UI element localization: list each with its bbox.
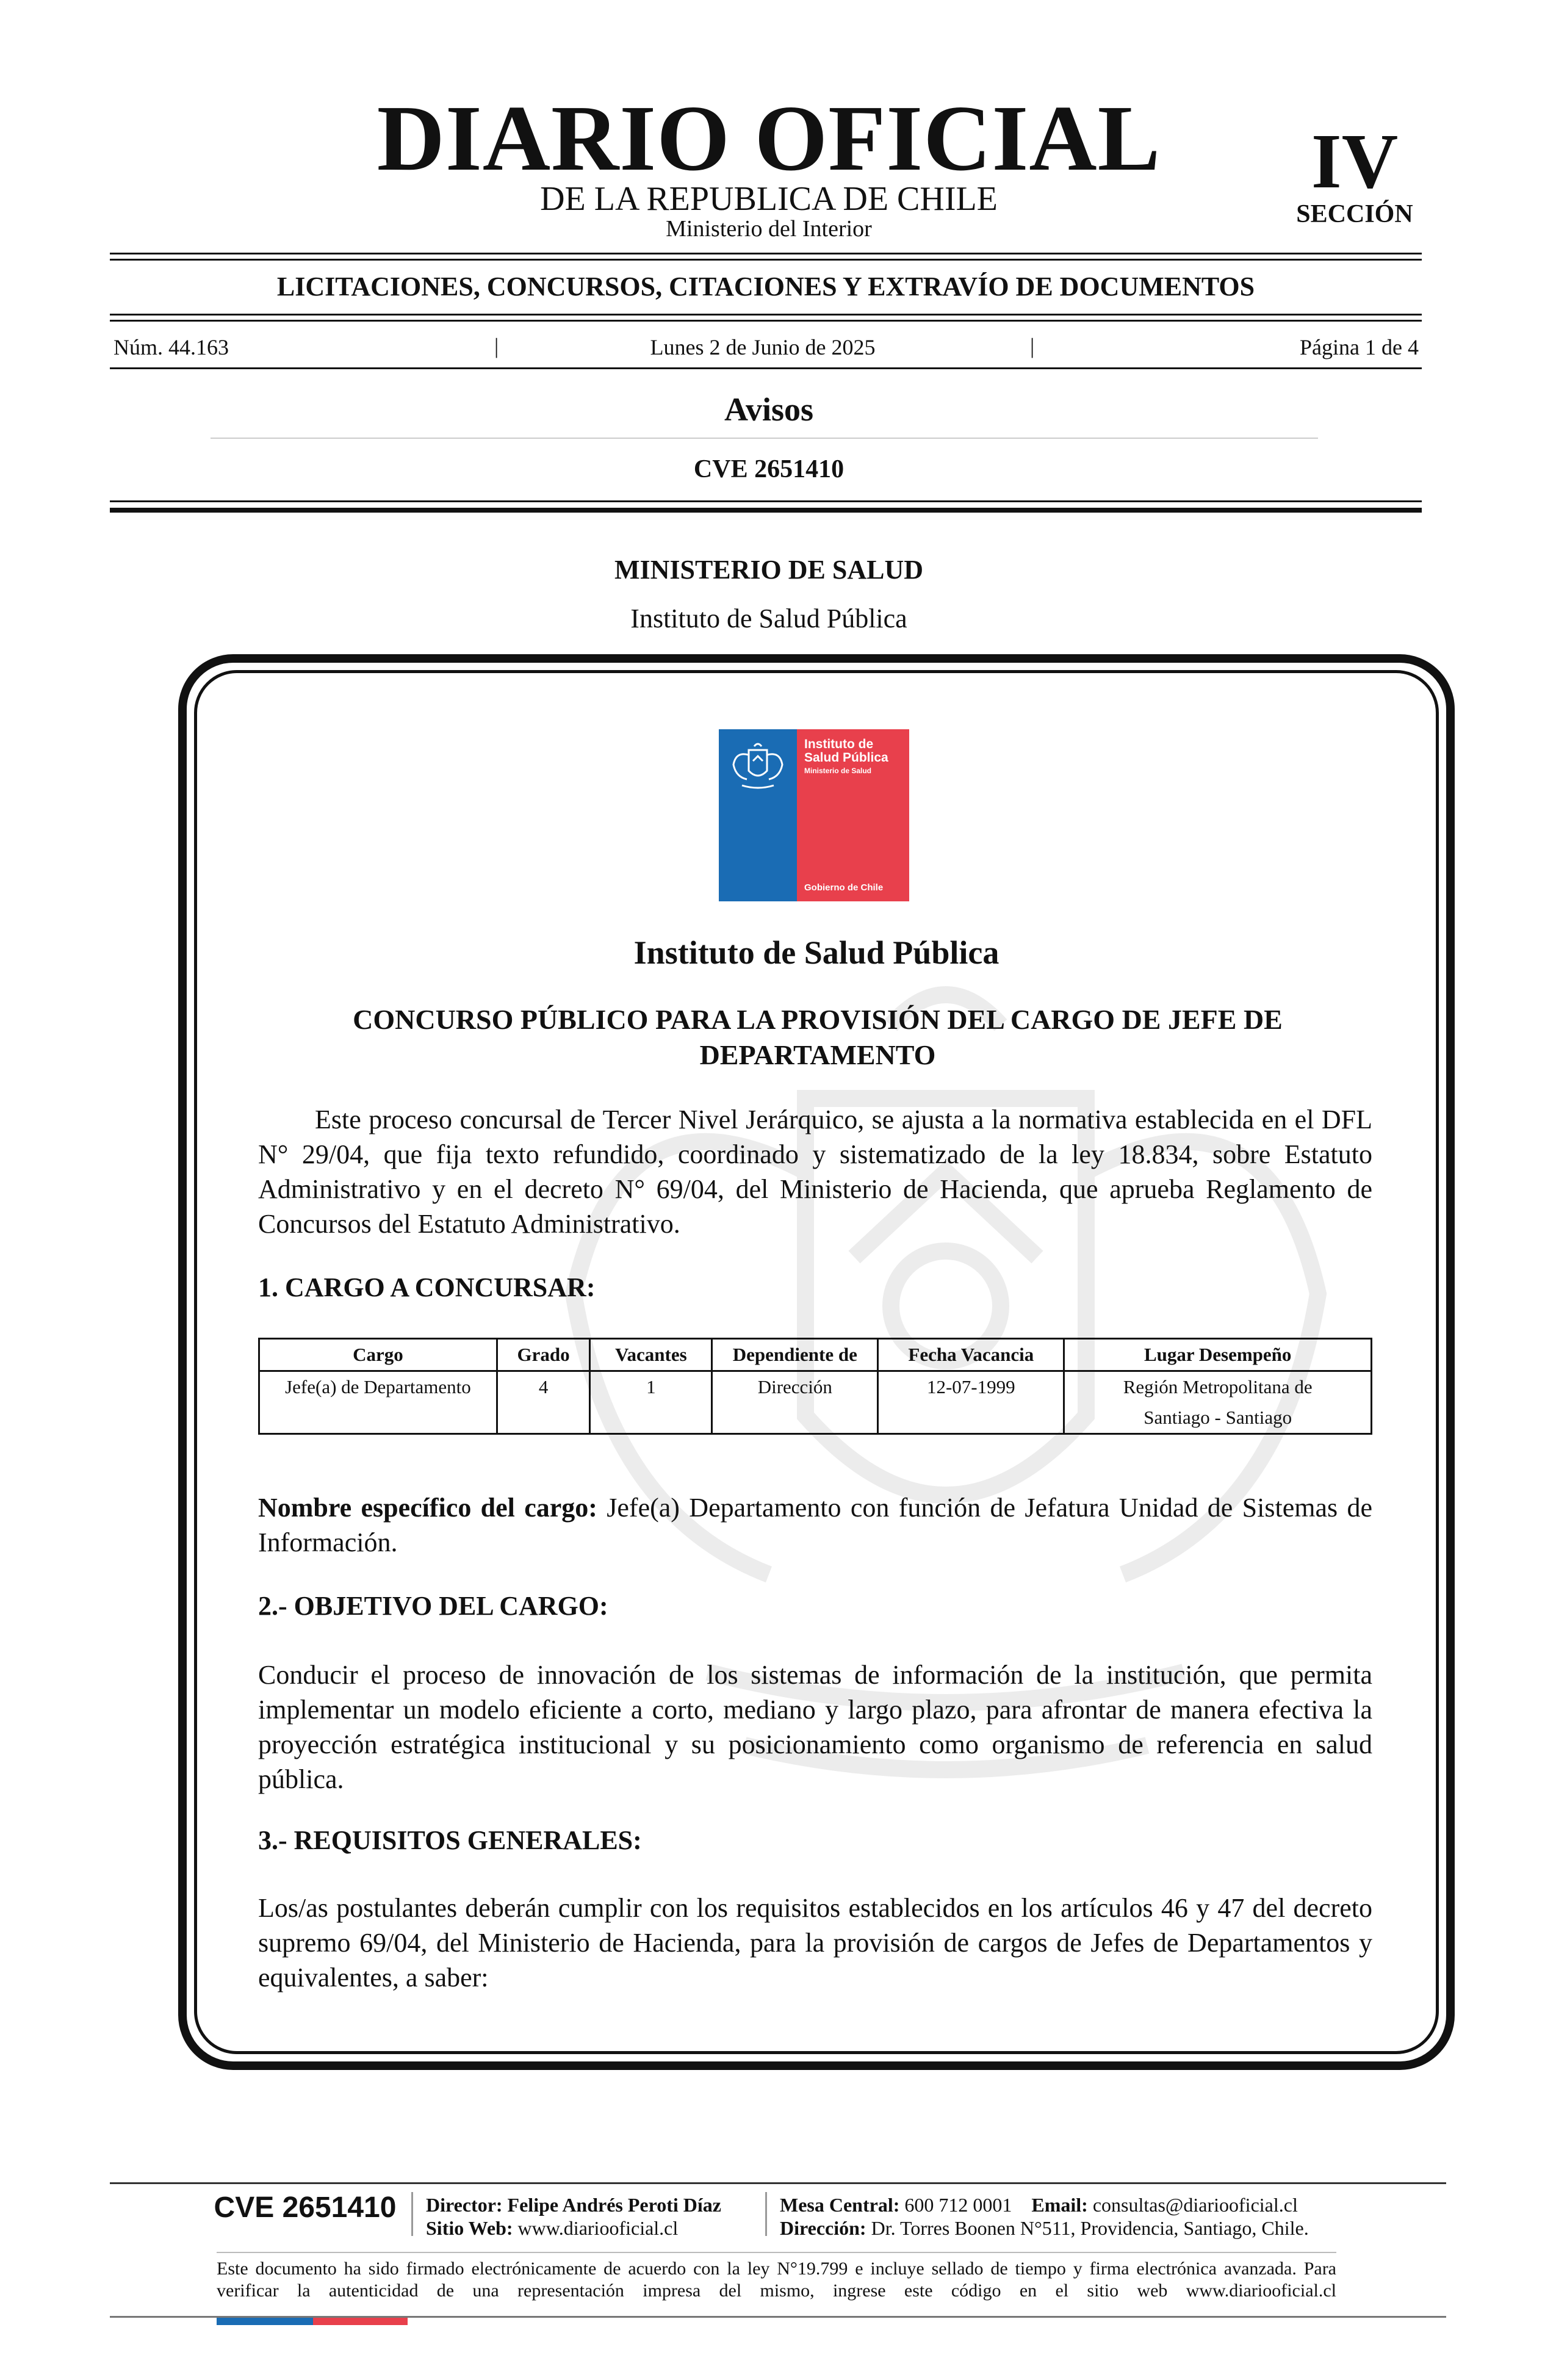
footer-address-value: Dr. Torres Boonen N°511, Providencia, Santiago, Chile.: [871, 2217, 1309, 2239]
document-heading: Instituto de Salud Pública: [633, 934, 1000, 971]
footer-director-label: Director:: [426, 2194, 503, 2216]
footer-director: [426, 2193, 721, 2216]
section-label: SECCIÓN: [1296, 200, 1413, 228]
footer-separator: [411, 2192, 413, 2236]
isp-logo: [719, 729, 909, 901]
table-cell: 4: [497, 1371, 589, 1434]
notice-rule: [110, 500, 1422, 502]
intro-paragraph: Este proceso concursal de Tercer Nivel Jerárquico, se ajusta a la normativa establecida en el DFL N° 29/04, que fija texto refundido, coordinado y sistematizado de la ley 18.834, sobre Estatuto Administrativo y en el decreto N° 69/04, del Ministerio de Hacienda, que aprueba Reglamento de Concursos del Estatuto Administrativo.: [258, 1105, 1372, 1239]
footer-email-label: Email:: [1031, 2194, 1088, 2216]
table-cell: 1: [590, 1371, 712, 1434]
footer-phone-value: 600 712 0001: [904, 2194, 1012, 2216]
footer-address-label: Dirección:: [780, 2217, 866, 2239]
institution-name: Instituto de Salud Pública: [630, 604, 907, 633]
section-heading: 3.- REQUISITOS GENERALES:: [258, 1825, 642, 1855]
footer-director-value: Felipe Andrés Peroti Díaz: [507, 2194, 721, 2216]
masthead-ministry: Ministerio del Interior: [666, 216, 872, 242]
table-cell: Dirección: [712, 1371, 878, 1434]
logo-text: Salud Pública: [804, 751, 888, 765]
logo-subtext: Ministerio de Salud: [804, 766, 872, 775]
section-heading: 1. CARGO A CONCURSAR:: [258, 1272, 596, 1302]
notice-category: Avisos: [724, 391, 814, 428]
logo-red-band: [797, 729, 909, 901]
notice-cve: CVE 2651410: [693, 455, 845, 483]
footer-signature-note: Este documento ha sido firmado electrónicamente de acuerdo con la ley N°19.799 e incluye sellado de tiempo y firma electrónica avanzada. Para verificar la autenticidad de una representación impresa del mismo, ingrese este código en el sitio web www.diariooficial.cl: [217, 2259, 1336, 2301]
issue-page: Página 1 de 4: [1300, 335, 1419, 359]
issue-separator: |: [1030, 334, 1035, 358]
issue-date: Lunes 2 de Junio de 2025: [650, 335, 876, 359]
header-rule: [110, 314, 1422, 316]
table-header-cell: Dependiente de: [712, 1339, 878, 1371]
section-number: IV: [1311, 118, 1399, 204]
masthead-title: DIARIO OFICIAL: [376, 87, 1161, 190]
section-title: LICITACIONES, CONCURSOS, CITACIONES Y EXTRAVÍO DE DOCUMENTOS: [276, 272, 1255, 301]
footer-website-label: Sitio Web:: [426, 2217, 513, 2239]
objective-paragraph: Conducir el proceso de innovación de los sistemas de información de la institución, que permita implementar un modelo eficiente a corto, mediano y largo plazo, para afrontar de manera efectiva la proyección estratégica institucional y su posicionamiento como organismo de referencia en salud pública.: [258, 1660, 1372, 1794]
footer-rule: [217, 2252, 1336, 2253]
table-header-row: [259, 1339, 1372, 1371]
table-cell: Jefe(a) de Departamento: [259, 1371, 497, 1434]
specific-name-paragraph: [258, 1490, 1372, 1560]
notice-rule: [110, 508, 1422, 513]
section-heading: 2.- OBJETIVO DEL CARGO:: [258, 1591, 608, 1621]
issue-number: Núm. 44.163: [113, 335, 229, 359]
footer-address: [780, 2216, 1309, 2240]
footer-cve: CVE 2651410: [214, 2191, 397, 2224]
logo-text: Instituto de: [804, 737, 874, 751]
position-table: [258, 1338, 1372, 1435]
footer-website-link[interactable]: www.diariooficial.cl: [517, 2217, 679, 2239]
logo-blue-band: [719, 729, 797, 901]
footer-phone-label: Mesa Central:: [780, 2194, 900, 2216]
footer-flag-blue: [217, 2318, 313, 2325]
document-title: CONCURSO PÚBLICO PARA LA PROVISIÓN DEL CARGO DE JEFE DE DEPARTAMENTO: [353, 1004, 1283, 1070]
issue-separator: |: [494, 334, 499, 358]
table-header-cell: Lugar Desempeño: [1064, 1339, 1372, 1371]
footer-email-link[interactable]: consultas@diariooficial.cl: [1092, 2194, 1298, 2216]
table-header-cell: Fecha Vacancia: [878, 1339, 1064, 1371]
header-rule: [110, 320, 1422, 322]
table-row: [259, 1371, 1372, 1434]
logo-footer-text: Gobierno de Chile: [804, 882, 884, 893]
footer-separator: [765, 2192, 767, 2236]
category-divider: [211, 438, 1318, 439]
issue-rule: [110, 367, 1422, 369]
footer-rule: [110, 2182, 1446, 2184]
specific-name-label: Nombre específico del cargo:: [258, 1493, 597, 1523]
table-header-cell: Cargo: [259, 1339, 497, 1371]
table-header-cell: Grado: [497, 1339, 589, 1371]
requirements-paragraph: Los/as postulantes deberán cumplir con los requisitos establecidos en los artículos 46 y 47 del decreto supremo 69/04, del Ministerio de Hacienda, para la provisión de cargos de Jefes de Departamentos y equivalentes, a saber:: [258, 1893, 1372, 1992]
masthead-subtitle: DE LA REPUBLICA DE CHILE: [540, 180, 998, 218]
ministry-name: MINISTERIO DE SALUD: [614, 555, 924, 585]
specific-name-value: Jefe(a) Departamento con función de Jefatura Unidad de Sistemas de Información.: [258, 1493, 1372, 1557]
table-header-cell: Vacantes: [590, 1339, 712, 1371]
table-cell: 12-07-1999: [878, 1371, 1064, 1434]
footer-website: [426, 2216, 678, 2240]
footer-flag-red: [313, 2318, 408, 2325]
header-rule: [110, 253, 1422, 254]
table-cell: Región Metropolitana de Santiago - Santiago: [1064, 1371, 1372, 1434]
chile-emblem-icon: [727, 737, 788, 792]
header-rule: [110, 259, 1422, 261]
footer-contact: [780, 2193, 1298, 2216]
